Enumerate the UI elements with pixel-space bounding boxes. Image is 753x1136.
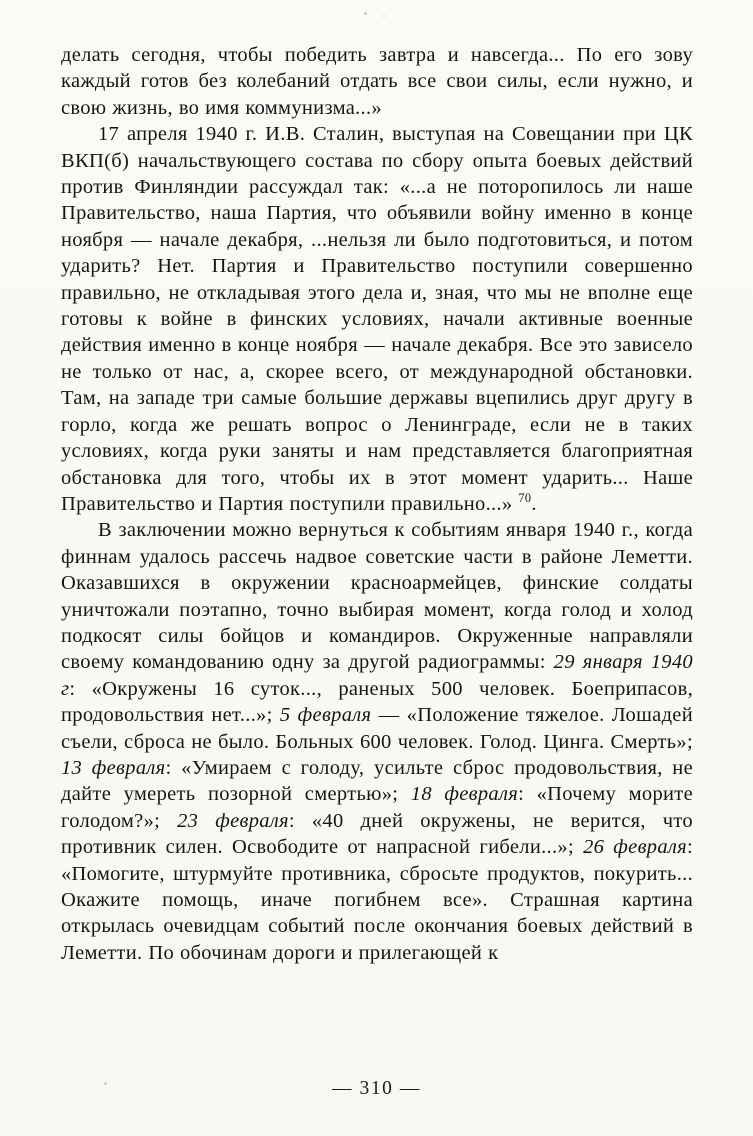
paragraph-lemetti-events: В заключении можно вернуться к событиям января 1940 г., когда финнам удалось рассечь надвое советские части в районе Леметти. Оказавшихся в окружении красноармейцев, финские солдаты уничтожали поэтапно, точно выбирая момент, когда голод и холод подкосят силы бойцов и командиров. Окруженные направляли своему командованию одну за другой радиограммы: 29 января 1940 г: «Окружены 16 суток..., раненых 500 человек. Боеприпасов, продовольствия нет...»; 5 февраля — «Положение тяжелое. Лошадей съели, сброса не было. Больных 600 человек. Голод. Цинга. Смерть»; 13 февраля: «Умираем с голоду, усильте сброс продовольствия, не дайте умереть позорной смертью»; 18 февраля: «Почему морите голодом?»; 23 февраля: «40 дней окружены, не верится, что противник силен. Освободите от напрасной гибели...»; 26 февраля: «Помогите, штурмуйте противника, сбросьте продуктов, покурить... Окажите помощь, иначе погибнем все». Страшная картина открылась очевидцам событий после окончания боевых действий в Леметти. По обочинам дороги и прилегающей к (61, 519, 693, 964)
paragraph-continuation: делать сегодня, чтобы победить завтра и навсегда... По его зову каждый готов без колебаний отдать все свои силы, если нужно, и свою жизнь, во имя коммунизма...» (61, 44, 693, 119)
page-text (61, 42, 693, 966)
paragraph-stalin-speech: 17 апреля 1940 г. И.В. Сталин, выступая на Совещании при ЦК ВКП(б) начальствующего состава по сбору опыта боевых действий против Финляндии рассуждал так: «...а не поторопилось ли наше Правительство, наша Партия, что объявили войну именно в конце ноября — начале декабря, ...нельзя ли было подготовиться, и потом ударить? Нет. Партия и Правительство поступили совершенно правильно, не откладывая этого дела и, зная, что мы не вполне еще готовы к войне в финских условиях, начали активные военные действия именно в конце ноября — начале декабря. Все это зависело не только от нас, а, скорее всего, от международной обстановки. Там, на западе три самые большие державы вцепились друг другу в горло, когда же решать вопрос о Ленинграде, если не в таких условиях, когда руки заняты и нам представляется благоприятная обстановка для того, чтобы их в этот момент ударить... Наше Правительство и Партия поступили правильно...» $^{70}$. (61, 123, 693, 515)
scan-speck (364, 12, 367, 15)
scan-speck (383, 15, 385, 17)
page-number: — 310 — (332, 1078, 421, 1099)
